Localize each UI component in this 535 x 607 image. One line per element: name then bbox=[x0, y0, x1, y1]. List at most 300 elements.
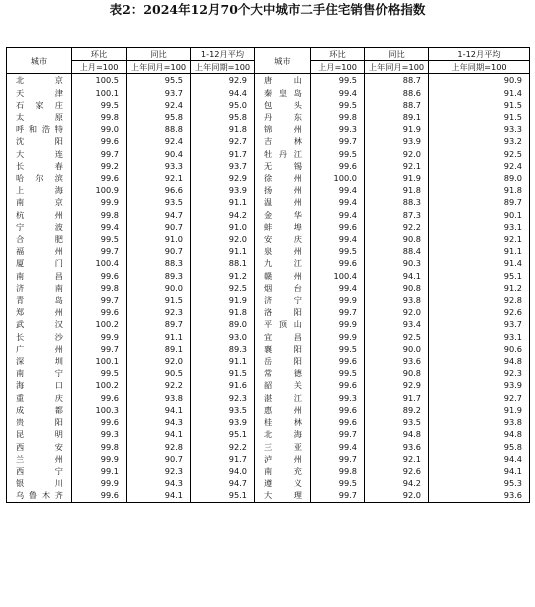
city-name: 贵阳 bbox=[7, 416, 72, 428]
table-row bbox=[7, 404, 530, 416]
mom-value: 99.6 bbox=[72, 392, 127, 404]
ytd-value: 90.9 bbox=[429, 74, 530, 87]
mom-value: 99.6 bbox=[311, 355, 365, 367]
yoy-value: 90.8 bbox=[365, 282, 429, 294]
city-name: 南充 bbox=[255, 465, 311, 477]
yoy-value: 90.0 bbox=[365, 343, 429, 355]
city-name: 金华 bbox=[255, 209, 311, 221]
mom-value: 99.0 bbox=[72, 123, 127, 135]
city-name: 吉林 bbox=[255, 135, 311, 147]
table-row bbox=[7, 343, 530, 355]
city-name: 太原 bbox=[7, 111, 72, 123]
city-name: 平顶山 bbox=[255, 318, 311, 330]
yoy-value: 92.2 bbox=[127, 379, 191, 391]
ytd-value: 91.8 bbox=[429, 184, 530, 196]
mom-value: 99.9 bbox=[72, 196, 127, 208]
yoy-value: 91.9 bbox=[365, 172, 429, 184]
mom-value: 99.7 bbox=[72, 245, 127, 257]
mom-value: 99.8 bbox=[72, 111, 127, 123]
table-row bbox=[7, 111, 530, 123]
mom-value: 99.9 bbox=[311, 318, 365, 330]
mom-value: 99.4 bbox=[72, 221, 127, 233]
ytd-value: 91.7 bbox=[191, 148, 255, 160]
mom-value: 99.3 bbox=[72, 428, 127, 440]
city-name: 蚌埠 bbox=[255, 221, 311, 233]
yoy-value: 92.6 bbox=[365, 465, 429, 477]
mom-value: 99.9 bbox=[311, 331, 365, 343]
ytd-value: 91.5 bbox=[429, 99, 530, 111]
mom-value: 99.5 bbox=[311, 367, 365, 379]
ytd-value: 91.1 bbox=[191, 355, 255, 367]
yoy-value: 92.0 bbox=[365, 489, 429, 502]
mom-value: 99.5 bbox=[311, 74, 365, 87]
mom-value: 99.8 bbox=[72, 282, 127, 294]
yoy-value: 93.7 bbox=[127, 87, 191, 99]
ytd-value: 93.9 bbox=[191, 184, 255, 196]
mom-value: 99.9 bbox=[311, 294, 365, 306]
yoy-value: 94.7 bbox=[127, 209, 191, 221]
ytd-value: 92.6 bbox=[429, 306, 530, 318]
mom-value: 99.7 bbox=[72, 148, 127, 160]
mom-value: 99.3 bbox=[311, 392, 365, 404]
mom-value: 99.1 bbox=[72, 465, 127, 477]
city-name: 济宁 bbox=[255, 294, 311, 306]
city-name: 韶关 bbox=[255, 379, 311, 391]
city-name: 合肥 bbox=[7, 233, 72, 245]
header-row-1 bbox=[7, 48, 530, 61]
ytd-value: 91.4 bbox=[429, 257, 530, 269]
city-name: 无锡 bbox=[255, 160, 311, 172]
city-name: 西宁 bbox=[7, 465, 72, 477]
ytd-value: 93.8 bbox=[429, 416, 530, 428]
yoy-value: 90.5 bbox=[127, 367, 191, 379]
table-row bbox=[7, 282, 530, 294]
ytd-value: 92.7 bbox=[429, 392, 530, 404]
ytd-value: 92.5 bbox=[429, 148, 530, 160]
table-row bbox=[7, 245, 530, 257]
mom-value: 99.6 bbox=[72, 135, 127, 147]
mom-value: 99.5 bbox=[72, 99, 127, 111]
table-row bbox=[7, 257, 530, 269]
mom-base-left: 上月=100 bbox=[72, 61, 127, 74]
city-name: 安庆 bbox=[255, 233, 311, 245]
ytd-value: 92.1 bbox=[429, 233, 530, 245]
mom-base-right: 上月=100 bbox=[311, 61, 365, 74]
yoy-value: 92.4 bbox=[127, 99, 191, 111]
city-name: 天津 bbox=[7, 87, 72, 99]
mom-value: 99.5 bbox=[311, 245, 365, 257]
table-row bbox=[7, 489, 530, 502]
city-name: 乌鲁木齐 bbox=[7, 489, 72, 502]
table-row bbox=[7, 379, 530, 391]
mom-value: 99.8 bbox=[311, 111, 365, 123]
ytd-value: 92.9 bbox=[191, 172, 255, 184]
yoy-value: 91.9 bbox=[365, 123, 429, 135]
city-name: 杭州 bbox=[7, 209, 72, 221]
mom-value: 100.5 bbox=[72, 74, 127, 87]
mom-header-right: 环比 bbox=[311, 48, 365, 61]
ytd-value: 95.0 bbox=[191, 99, 255, 111]
ytd-value: 95.1 bbox=[191, 428, 255, 440]
ytd-value: 92.4 bbox=[429, 160, 530, 172]
ytd-value: 92.8 bbox=[429, 294, 530, 306]
yoy-value: 93.5 bbox=[127, 196, 191, 208]
yoy-value: 90.8 bbox=[365, 367, 429, 379]
yoy-base-left: 上年同月=100 bbox=[127, 61, 191, 74]
city-name: 岳阳 bbox=[255, 355, 311, 367]
yoy-value: 93.8 bbox=[127, 392, 191, 404]
ytd-value: 91.6 bbox=[191, 379, 255, 391]
table-row bbox=[7, 74, 530, 87]
yoy-value: 92.0 bbox=[127, 355, 191, 367]
mom-value: 99.5 bbox=[311, 99, 365, 111]
ytd-value: 93.9 bbox=[191, 416, 255, 428]
city-name: 湛江 bbox=[255, 392, 311, 404]
yoy-value: 91.8 bbox=[365, 184, 429, 196]
ytd-value: 91.7 bbox=[191, 453, 255, 465]
yoy-value: 92.9 bbox=[365, 379, 429, 391]
mom-value: 99.7 bbox=[311, 428, 365, 440]
city-name: 唐山 bbox=[255, 74, 311, 87]
yoy-header-right: 同比 bbox=[365, 48, 429, 61]
ytd-value: 93.1 bbox=[429, 331, 530, 343]
mom-value: 99.5 bbox=[311, 477, 365, 489]
city-name: 福州 bbox=[7, 245, 72, 257]
city-name: 宜昌 bbox=[255, 331, 311, 343]
ytd-value: 93.1 bbox=[429, 221, 530, 233]
ytd-value: 93.3 bbox=[429, 123, 530, 135]
city-name: 济南 bbox=[7, 282, 72, 294]
yoy-value: 88.6 bbox=[365, 87, 429, 99]
mom-value: 99.4 bbox=[311, 282, 365, 294]
mom-value: 99.9 bbox=[72, 331, 127, 343]
mom-value: 99.7 bbox=[72, 343, 127, 355]
mom-value: 99.4 bbox=[311, 184, 365, 196]
table-row bbox=[7, 123, 530, 135]
ytd-value: 95.8 bbox=[191, 111, 255, 123]
mom-value: 99.6 bbox=[72, 172, 127, 184]
yoy-value: 89.2 bbox=[365, 404, 429, 416]
table-row bbox=[7, 99, 530, 111]
table-row bbox=[7, 477, 530, 489]
city-name: 徐州 bbox=[255, 172, 311, 184]
mom-value: 99.5 bbox=[311, 148, 365, 160]
ytd-value: 89.3 bbox=[191, 343, 255, 355]
yoy-value: 90.3 bbox=[365, 257, 429, 269]
yoy-value: 94.3 bbox=[127, 416, 191, 428]
city-name: 温州 bbox=[255, 196, 311, 208]
yoy-value: 90.7 bbox=[127, 245, 191, 257]
ytd-value: 92.3 bbox=[191, 392, 255, 404]
ytd-value: 89.0 bbox=[429, 172, 530, 184]
city-name: 西安 bbox=[7, 441, 72, 453]
mom-value: 99.8 bbox=[311, 465, 365, 477]
ytd-value: 92.3 bbox=[429, 367, 530, 379]
city-name: 武汉 bbox=[7, 318, 72, 330]
mom-value: 99.6 bbox=[72, 306, 127, 318]
city-name: 丹东 bbox=[255, 111, 311, 123]
table-row bbox=[7, 270, 530, 282]
mom-value: 99.9 bbox=[72, 453, 127, 465]
mom-value: 99.6 bbox=[311, 257, 365, 269]
yoy-value: 92.5 bbox=[365, 331, 429, 343]
yoy-value: 94.1 bbox=[127, 404, 191, 416]
ytd-value: 91.1 bbox=[191, 245, 255, 257]
city-header-left: 城市 bbox=[7, 48, 72, 74]
yoy-value: 89.7 bbox=[127, 318, 191, 330]
mom-value: 100.4 bbox=[72, 257, 127, 269]
ytd-value: 92.5 bbox=[191, 282, 255, 294]
city-name: 石家庄 bbox=[7, 99, 72, 111]
ytd-value: 89.7 bbox=[429, 196, 530, 208]
yoy-header-left: 同比 bbox=[127, 48, 191, 61]
price-index-table bbox=[6, 47, 530, 503]
mom-value: 99.2 bbox=[72, 160, 127, 172]
yoy-value: 92.1 bbox=[365, 453, 429, 465]
yoy-value: 90.7 bbox=[127, 453, 191, 465]
mom-value: 99.6 bbox=[311, 221, 365, 233]
city-name: 呼和浩特 bbox=[7, 123, 72, 135]
yoy-value: 88.3 bbox=[127, 257, 191, 269]
table-row bbox=[7, 331, 530, 343]
mom-value: 99.4 bbox=[311, 87, 365, 99]
ytd-value: 91.8 bbox=[191, 306, 255, 318]
ytd-header-left: 1-12月平均 bbox=[191, 48, 255, 61]
city-name: 兰州 bbox=[7, 453, 72, 465]
ytd-value: 91.1 bbox=[191, 196, 255, 208]
city-name: 包头 bbox=[255, 99, 311, 111]
ytd-value: 95.1 bbox=[191, 489, 255, 502]
table-row bbox=[7, 221, 530, 233]
mom-value: 99.5 bbox=[72, 367, 127, 379]
mom-value: 99.4 bbox=[311, 233, 365, 245]
city-name: 昆明 bbox=[7, 428, 72, 440]
table-row bbox=[7, 392, 530, 404]
city-name: 常德 bbox=[255, 367, 311, 379]
city-name: 大连 bbox=[7, 148, 72, 160]
mom-value: 99.6 bbox=[311, 160, 365, 172]
city-name: 锦州 bbox=[255, 123, 311, 135]
table-row bbox=[7, 135, 530, 147]
ytd-value: 93.9 bbox=[429, 379, 530, 391]
city-name: 襄阳 bbox=[255, 343, 311, 355]
ytd-value: 91.2 bbox=[429, 282, 530, 294]
yoy-value: 91.0 bbox=[127, 233, 191, 245]
mom-value: 99.7 bbox=[311, 453, 365, 465]
ytd-base-right: 上年同期=100 bbox=[429, 61, 530, 74]
ytd-value: 94.7 bbox=[191, 477, 255, 489]
ytd-value: 89.0 bbox=[191, 318, 255, 330]
city-name: 南京 bbox=[7, 196, 72, 208]
city-name: 成都 bbox=[7, 404, 72, 416]
mom-value: 99.7 bbox=[72, 294, 127, 306]
ytd-value: 91.8 bbox=[191, 123, 255, 135]
city-name: 烟台 bbox=[255, 282, 311, 294]
yoy-value: 94.3 bbox=[127, 477, 191, 489]
yoy-value: 88.3 bbox=[365, 196, 429, 208]
ytd-value: 92.9 bbox=[191, 74, 255, 87]
mom-value: 99.7 bbox=[311, 489, 365, 502]
ytd-value: 94.4 bbox=[191, 87, 255, 99]
table-row bbox=[7, 209, 530, 221]
yoy-value: 91.5 bbox=[127, 294, 191, 306]
yoy-value: 93.4 bbox=[365, 318, 429, 330]
city-name: 九江 bbox=[255, 257, 311, 269]
ytd-value: 93.5 bbox=[191, 404, 255, 416]
city-name: 牡丹江 bbox=[255, 148, 311, 160]
mom-value: 99.6 bbox=[311, 416, 365, 428]
yoy-value: 90.0 bbox=[127, 282, 191, 294]
city-name: 南宁 bbox=[7, 367, 72, 379]
yoy-value: 88.7 bbox=[365, 99, 429, 111]
city-name: 北京 bbox=[7, 74, 72, 87]
ytd-value: 94.2 bbox=[191, 209, 255, 221]
mom-value: 99.6 bbox=[72, 416, 127, 428]
mom-value: 99.6 bbox=[311, 404, 365, 416]
ytd-value: 93.0 bbox=[191, 331, 255, 343]
ytd-value: 91.9 bbox=[191, 294, 255, 306]
document-title: 表2：2024年12月70个大中城市二手住宅销售价格指数 bbox=[109, 2, 426, 17]
city-name: 沈阳 bbox=[7, 135, 72, 147]
mom-value: 99.6 bbox=[72, 270, 127, 282]
yoy-value: 92.8 bbox=[127, 441, 191, 453]
yoy-value: 87.3 bbox=[365, 209, 429, 221]
yoy-value: 88.4 bbox=[365, 245, 429, 257]
yoy-value: 92.0 bbox=[365, 148, 429, 160]
ytd-value: 88.1 bbox=[191, 257, 255, 269]
city-name: 哈尔滨 bbox=[7, 172, 72, 184]
ytd-value: 91.4 bbox=[429, 87, 530, 99]
ytd-base-left: 上年同期=100 bbox=[191, 61, 255, 74]
mom-value: 100.3 bbox=[72, 404, 127, 416]
yoy-value: 93.6 bbox=[365, 355, 429, 367]
ytd-value: 91.5 bbox=[191, 367, 255, 379]
city-name: 青岛 bbox=[7, 294, 72, 306]
mom-value: 99.7 bbox=[311, 135, 365, 147]
city-name: 南昌 bbox=[7, 270, 72, 282]
yoy-value: 92.1 bbox=[365, 160, 429, 172]
table-row bbox=[7, 148, 530, 160]
yoy-value: 90.4 bbox=[127, 148, 191, 160]
yoy-value: 88.8 bbox=[127, 123, 191, 135]
ytd-value: 93.6 bbox=[429, 489, 530, 502]
yoy-value: 89.3 bbox=[127, 270, 191, 282]
city-name: 泸州 bbox=[255, 453, 311, 465]
table-row bbox=[7, 87, 530, 99]
yoy-base-right: 上年同月=100 bbox=[365, 61, 429, 74]
table-row bbox=[7, 416, 530, 428]
city-name: 遵义 bbox=[255, 477, 311, 489]
yoy-value: 89.1 bbox=[127, 343, 191, 355]
yoy-value: 94.1 bbox=[365, 270, 429, 282]
yoy-value: 92.2 bbox=[365, 221, 429, 233]
ytd-value: 93.7 bbox=[429, 318, 530, 330]
mom-value: 100.4 bbox=[311, 270, 365, 282]
table-row bbox=[7, 355, 530, 367]
table-row bbox=[7, 294, 530, 306]
table-row bbox=[7, 465, 530, 477]
yoy-value: 92.4 bbox=[127, 135, 191, 147]
yoy-value: 90.8 bbox=[365, 233, 429, 245]
yoy-value: 93.8 bbox=[365, 294, 429, 306]
city-name: 秦皇岛 bbox=[255, 87, 311, 99]
yoy-value: 93.3 bbox=[127, 160, 191, 172]
city-name: 长春 bbox=[7, 160, 72, 172]
yoy-value: 91.1 bbox=[127, 331, 191, 343]
city-name: 大理 bbox=[255, 489, 311, 502]
mom-value: 99.7 bbox=[311, 306, 365, 318]
mom-value: 99.8 bbox=[72, 209, 127, 221]
mom-header-left: 环比 bbox=[72, 48, 127, 61]
table-row bbox=[7, 172, 530, 184]
mom-value: 99.9 bbox=[72, 477, 127, 489]
mom-value: 99.8 bbox=[72, 441, 127, 453]
yoy-value: 92.0 bbox=[365, 306, 429, 318]
mom-value: 100.1 bbox=[72, 355, 127, 367]
ytd-value: 92.2 bbox=[191, 441, 255, 453]
city-name: 郑州 bbox=[7, 306, 72, 318]
yoy-value: 93.5 bbox=[365, 416, 429, 428]
ytd-value: 91.2 bbox=[191, 270, 255, 282]
city-name: 重庆 bbox=[7, 392, 72, 404]
city-name: 银川 bbox=[7, 477, 72, 489]
ytd-value: 95.1 bbox=[429, 270, 530, 282]
mom-value: 100.0 bbox=[311, 172, 365, 184]
mom-value: 99.4 bbox=[311, 209, 365, 221]
yoy-value: 94.8 bbox=[365, 428, 429, 440]
table-row bbox=[7, 318, 530, 330]
table-row bbox=[7, 441, 530, 453]
city-name: 赣州 bbox=[255, 270, 311, 282]
mom-value: 99.6 bbox=[72, 489, 127, 502]
mom-value: 100.1 bbox=[72, 87, 127, 99]
ytd-value: 90.1 bbox=[429, 209, 530, 221]
yoy-value: 93.6 bbox=[365, 441, 429, 453]
yoy-value: 95.5 bbox=[127, 74, 191, 87]
table-row bbox=[7, 184, 530, 196]
mom-value: 99.4 bbox=[311, 196, 365, 208]
ytd-value: 91.0 bbox=[191, 221, 255, 233]
ytd-value: 91.1 bbox=[429, 245, 530, 257]
ytd-value: 92.7 bbox=[191, 135, 255, 147]
city-name: 宁波 bbox=[7, 221, 72, 233]
ytd-value: 92.0 bbox=[191, 233, 255, 245]
table-row bbox=[7, 367, 530, 379]
yoy-value: 90.7 bbox=[127, 221, 191, 233]
ytd-value: 93.7 bbox=[191, 160, 255, 172]
ytd-value: 91.5 bbox=[429, 111, 530, 123]
yoy-value: 94.1 bbox=[127, 489, 191, 502]
mom-value: 99.5 bbox=[72, 233, 127, 245]
mom-value: 99.6 bbox=[311, 379, 365, 391]
table-row bbox=[7, 306, 530, 318]
mom-value: 99.5 bbox=[311, 343, 365, 355]
city-header-right: 城市 bbox=[255, 48, 311, 74]
ytd-value: 95.3 bbox=[429, 477, 530, 489]
mom-value: 99.3 bbox=[311, 123, 365, 135]
ytd-value: 94.4 bbox=[429, 453, 530, 465]
yoy-value: 96.6 bbox=[127, 184, 191, 196]
table-body bbox=[7, 74, 530, 502]
mom-value: 99.4 bbox=[311, 441, 365, 453]
city-name: 北海 bbox=[255, 428, 311, 440]
yoy-value: 95.8 bbox=[127, 111, 191, 123]
ytd-value: 94.0 bbox=[191, 465, 255, 477]
yoy-value: 94.1 bbox=[127, 428, 191, 440]
mom-value: 100.2 bbox=[72, 318, 127, 330]
yoy-value: 92.3 bbox=[127, 465, 191, 477]
city-name: 泉州 bbox=[255, 245, 311, 257]
